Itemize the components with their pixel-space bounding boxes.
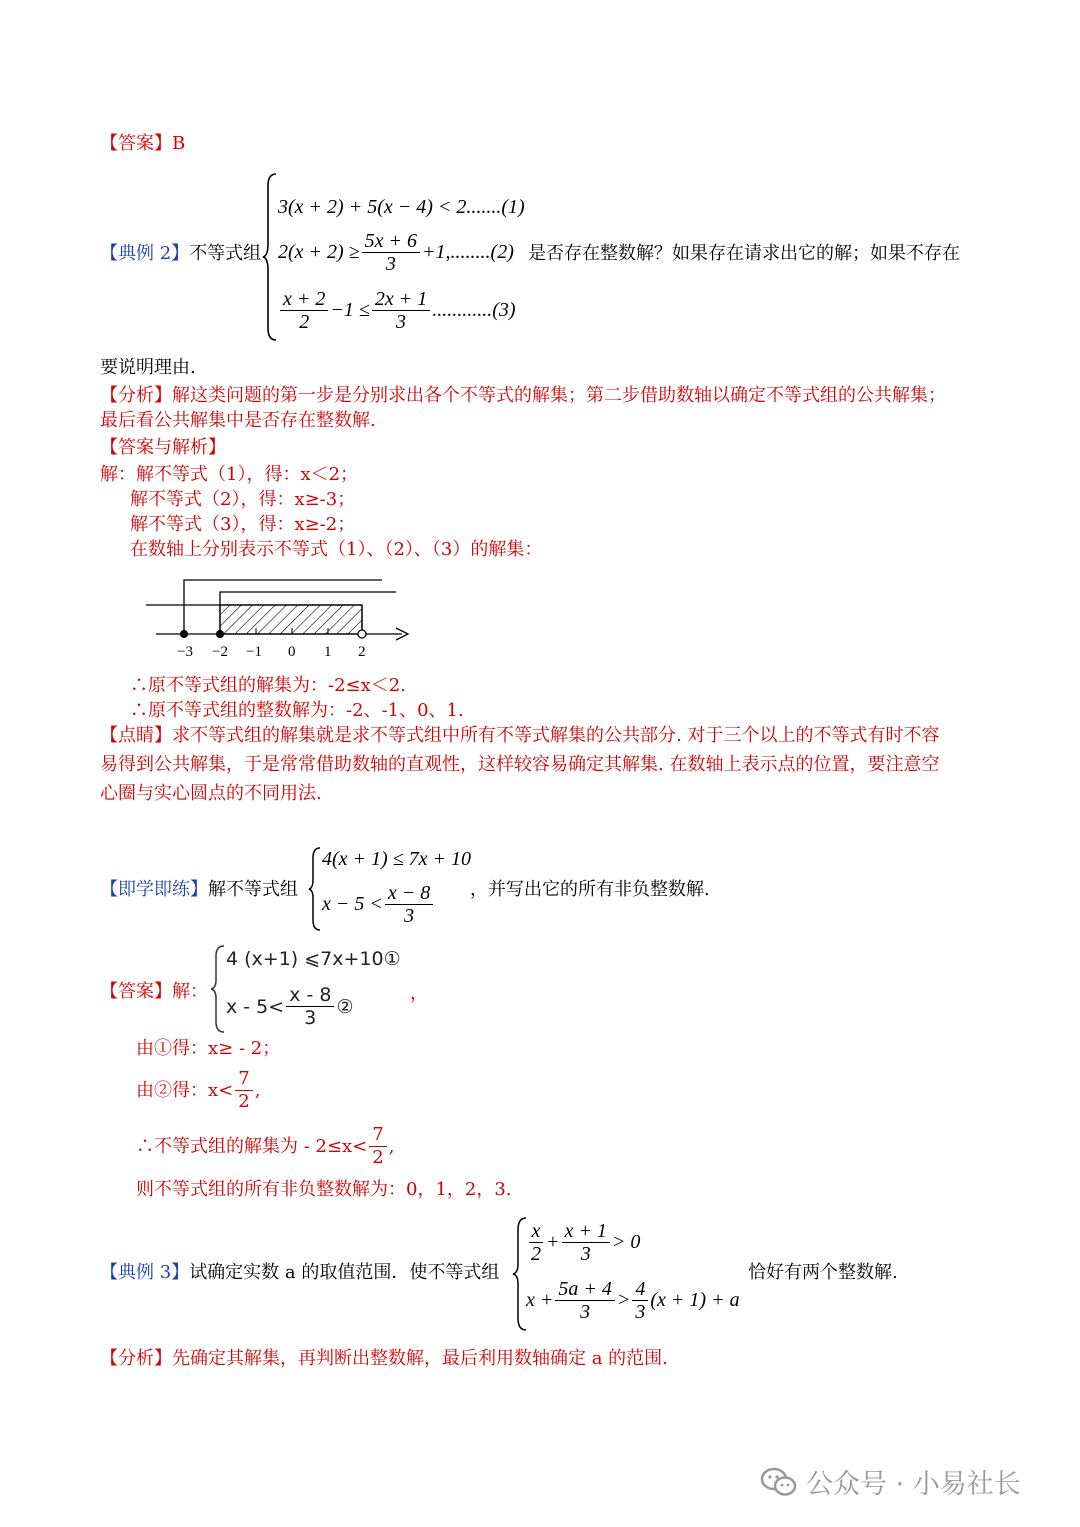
example3-eq1: $\frac{x}{2}$ + $\frac{x + 1}{3}$ > 0 bbox=[526, 1220, 640, 1265]
analysis1-label: 【分析】 bbox=[100, 385, 172, 406]
answer2-step1: 由①得：x≥ - 2； bbox=[136, 1038, 281, 1059]
tick-label-neg2: −2 bbox=[212, 644, 228, 660]
answer2-step4: 则不等式组的所有非负整数解为：0，1，2，3. bbox=[136, 1179, 512, 1200]
example2-brace bbox=[262, 172, 278, 342]
analysis1-line1: 【分析】解这类问题的第一步是分别求出各个不等式的解集；第二步借助数轴以确定不等式组的公共解集； bbox=[100, 385, 946, 406]
answer2-step2: 由②得：x< $\frac{7}{2}$ , bbox=[136, 1068, 261, 1112]
practice-eq2: x − 5 < $\frac{x - 8}{3}$ bbox=[322, 882, 435, 927]
analysis1-line2: 最后看公共解集中是否存在整数解. bbox=[100, 410, 376, 431]
solution-line-1: 解不等式（2），得：x≥-3； bbox=[130, 489, 356, 510]
tick-label-neg3: −3 bbox=[177, 644, 193, 660]
filled-point-neg2 bbox=[216, 630, 224, 638]
answer-value: B bbox=[172, 133, 186, 154]
practice-prefix: 【即学即练】解不等式组 bbox=[100, 879, 298, 900]
answer2-label: 【答案】 bbox=[100, 981, 172, 1002]
answer-label: 【答案】 bbox=[100, 133, 172, 154]
tip-line1: 【点睛】求不等式组的解集就是求不等式组中所有不等式解集的公共部分. 对于三个以上的不等式有时不容 bbox=[100, 725, 940, 746]
example2-question: 是否存在整数解？如果存在请求出它的解；如果不存在 bbox=[528, 243, 960, 264]
tip-line3: 心圈与实心圆点的不同用法. bbox=[100, 783, 322, 804]
example2-eq1: 3(x + 2) + 5(x − 4) < 2.......(1) bbox=[278, 196, 525, 218]
solution-conclusion1: ∴原不等式组的解集为：-2≤x＜2. bbox=[130, 675, 406, 696]
example3-suffix: 恰好有两个整数解. bbox=[748, 1262, 898, 1283]
shaded-common-set bbox=[220, 605, 362, 634]
example2-eq2: 2(x + 2) ≥ $\frac{5x + 6}{3}$ +1,........(2) bbox=[278, 230, 514, 275]
example3-prefix: 【典例 3】试确定实数 a 的取值范围．使不等式组 bbox=[100, 1262, 500, 1283]
watermark-text: 公众号 · 小易社长 bbox=[806, 1469, 1021, 1500]
answer-line bbox=[100, 132, 185, 156]
tip-label: 【点睛】 bbox=[100, 725, 172, 746]
solution-line-0: 解：解不等式（1），得：x＜2； bbox=[100, 464, 359, 485]
solution-label: 【答案与解析】 bbox=[100, 437, 226, 458]
practice-brace bbox=[308, 846, 322, 932]
example2-eq3: $\frac{x + 2}{2}$ −1 ≤ $\frac{2x + 1}{3}$ ............(3) bbox=[278, 288, 516, 333]
watermark bbox=[760, 1462, 1021, 1501]
tick-label-neg1: −1 bbox=[246, 644, 262, 660]
solution-line-3: 在数轴上分别表示不等式（1）、（2）、（3）的解集： bbox=[130, 539, 543, 560]
wechat-icon bbox=[760, 1466, 798, 1498]
answer2-step3: ∴不等式组的解集为 - 2≤x< $\frac{7}{2}$ , bbox=[136, 1124, 395, 1168]
analysis2-line: 【分析】先确定其解集，再判断出整数解，最后利用数轴确定 a 的范围. bbox=[100, 1348, 668, 1369]
solution-conclusion2: ∴原不等式组的整数解为：-2、-1、0、1. bbox=[130, 700, 464, 721]
solution-line-2: 解不等式（3），得：x≥-2； bbox=[130, 514, 356, 535]
answer2-comma: ， bbox=[410, 983, 428, 1004]
example3-eq2: x + $\frac{5a + 4}{3}$ > $\frac{4}{3}$ (x + 1) + a bbox=[526, 1278, 740, 1323]
open-point-2 bbox=[358, 630, 366, 638]
example2-prefix: 【典例 2】不等式组 bbox=[100, 243, 262, 264]
answer2-prefix: 【答案】解： bbox=[100, 981, 208, 1002]
tick-label-0: 0 bbox=[288, 644, 296, 660]
tip-line2: 易得到公共解集，于是常常借助数轴的直观性，这样较容易确定其解集. 在数轴上表示点的位置，要注意空 bbox=[100, 754, 940, 775]
tick-label-2: 2 bbox=[358, 644, 366, 660]
answer2-hw-eq1: 4 (x+1) ⩽7x+10① bbox=[226, 948, 401, 970]
answer2-brace bbox=[210, 944, 226, 1034]
example2-question-cont: 要说明理由. bbox=[100, 357, 196, 378]
number-line-diagram bbox=[140, 570, 420, 660]
practice-suffix: ，并写出它的所有非负整数解. bbox=[470, 879, 710, 900]
tick-label-1: 1 bbox=[324, 644, 332, 660]
example3-label: 【典例 3】 bbox=[100, 1262, 190, 1283]
answer2-hw-eq2: x - 5< $\frac{x - 8}{3}$ ② bbox=[226, 984, 354, 1029]
example2-label: 【典例 2】 bbox=[100, 243, 190, 264]
practice-eq1: 4(x + 1) ≤ 7x + 10 bbox=[322, 848, 472, 870]
filled-point-neg3 bbox=[180, 630, 188, 638]
analysis2-label: 【分析】 bbox=[100, 1348, 172, 1369]
practice-label: 【即学即练】 bbox=[100, 879, 208, 900]
